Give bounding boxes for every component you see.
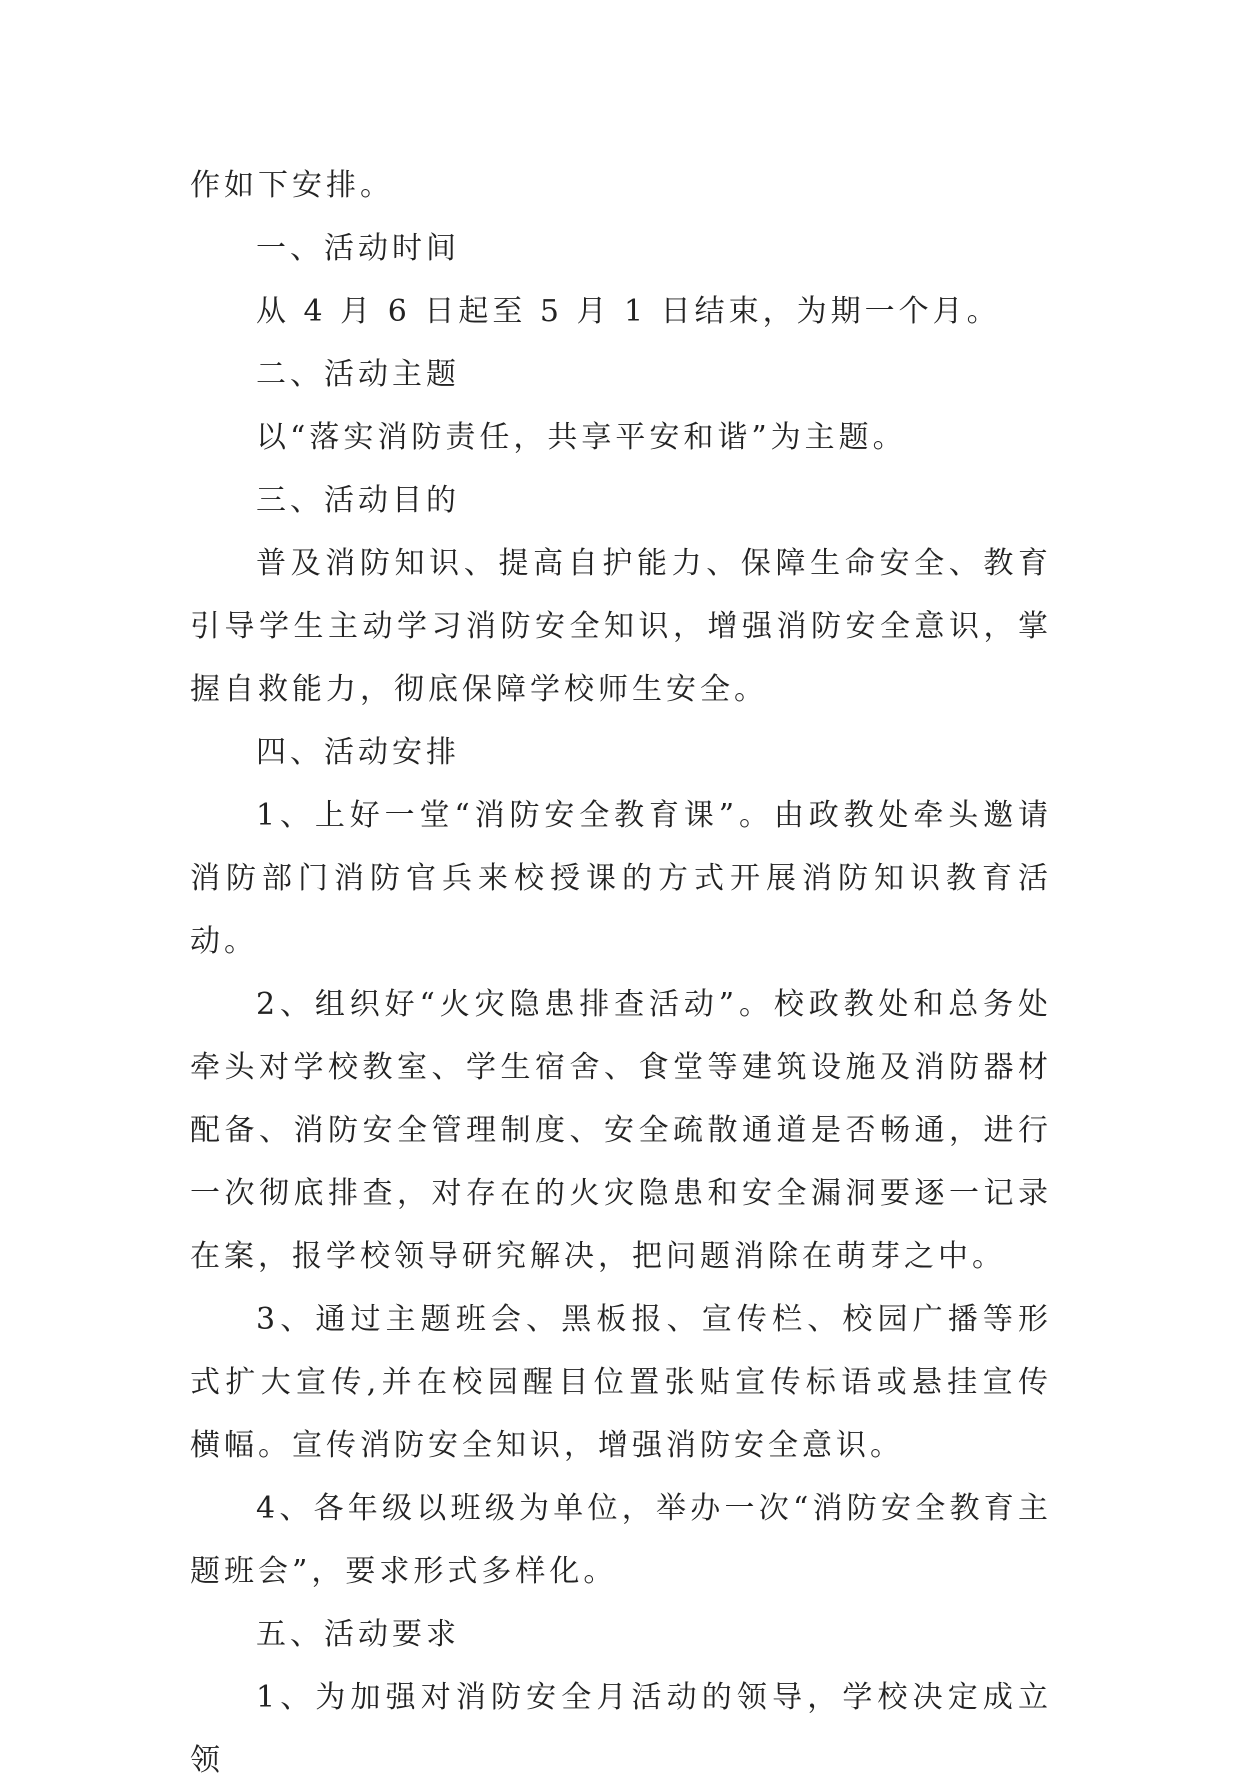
- document-body: [190, 154, 1052, 1792]
- paragraph-activity-theme: 以“落实消防责任，共享平安和谐”为主题。: [256, 420, 907, 455]
- heading-activity-arrangement: 四、活动安排: [256, 735, 460, 770]
- paragraph-requirement-1: 1、为加强对消防安全月活动的领导，学校决定成立领: [190, 1680, 1052, 1778]
- heading-activity-requirements: 五、活动要求: [256, 1617, 460, 1652]
- paragraph-arrangement-3: 3、通过主题班会、黑板报、宣传栏、校园广播等形式扩大宣传,并在校园醒目位置张贴宣传标语或悬挂宣传横幅。宣传消防安全知识，增强消防安全意识。: [190, 1302, 1052, 1463]
- heading-activity-time: 一、活动时间: [256, 231, 460, 266]
- heading-activity-theme: 二、活动主题: [256, 357, 460, 392]
- paragraph-activity-time: 从 4 月 6 日起至 5 月 1 日结束，为期一个月。: [256, 294, 1001, 329]
- paragraph-arrangement-1: 1、上好一堂“消防安全教育课”。由政教处牵头邀请消防部门消防官兵来校授课的方式开展消防知识教育活动。: [190, 798, 1052, 959]
- paragraph-arrangement-2: 2、组织好“火灾隐患排查活动”。校政教处和总务处牵头对学校教室、学生宿舍、食堂等建筑设施及消防器材配备、消防安全管理制度、安全疏散通道是否畅通，进行一次彻底排查，对存在的火灾隐患和安全漏洞要逐一记录在案，报学校领导研究解决，把问题消除在萌芽之中。: [190, 987, 1052, 1274]
- paragraph-arrangement-4: 4、各年级以班级为单位，举办一次“消防安全教育主题班会”，要求形式多样化。: [190, 1491, 1052, 1589]
- paragraph-activity-purpose: 普及消防知识、提高自护能力、保障生命安全、教育引导学生主动学习消防安全知识，增强消防安全意识，掌握自救能力，彻底保障学校师生安全。: [190, 546, 1052, 707]
- paragraph-continuation: 作如下安排。: [190, 168, 394, 203]
- heading-activity-purpose: 三、活动目的: [256, 483, 460, 518]
